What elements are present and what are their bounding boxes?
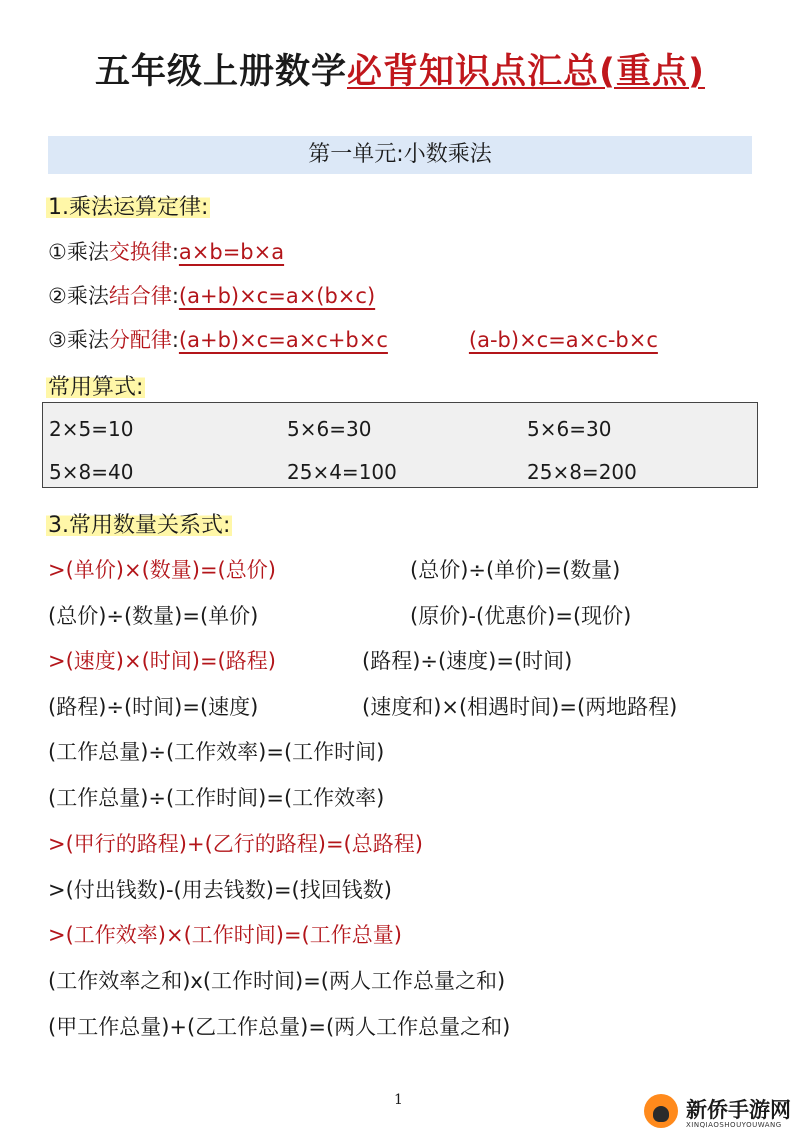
relation: (工作效率之和)x(工作时间)=(两人工作总量之和) — [48, 969, 506, 993]
law-commutative — [48, 236, 284, 266]
law-associative — [48, 280, 375, 310]
relation: (速度和)×(相遇时间)=(两地路程) — [362, 695, 678, 719]
common-cell: 25×4=100 — [287, 460, 397, 484]
law-name: 结合律 — [108, 284, 172, 308]
section3-heading — [46, 508, 232, 539]
relation: (甲工作总量)+(乙工作总量)=(两人工作总量之和) — [48, 1015, 511, 1039]
section3-heading-text: 3.常用数量关系式: — [48, 513, 231, 538]
law-formula-2: (a-b)×c=a×c-b×c — [468, 328, 658, 352]
section1-heading — [46, 190, 210, 221]
watermark-sub: XINQIAOSHOUYOUWANG — [686, 1121, 782, 1129]
law-prefix: ③乘法 — [48, 328, 109, 352]
relation: (工作总量)÷(工作效率)=(工作时间) — [48, 740, 385, 764]
law-name: 分配律 — [108, 328, 172, 352]
relation: (总价)÷(数量)=(单价) — [48, 604, 259, 628]
relation: >(单价)×(数量)=(总价) — [48, 558, 276, 582]
mascot-icon — [644, 1094, 678, 1128]
common-cell: 25×8=200 — [527, 460, 637, 484]
watermark-logo — [640, 1090, 800, 1133]
unit-heading: 第一单元:小数乘法 — [48, 136, 752, 174]
law-colon: : — [171, 328, 179, 352]
common-cell: 5×6=30 — [527, 417, 612, 441]
law-formula: (a+b)×c=a×(b×c) — [178, 284, 376, 308]
law-colon: : — [171, 240, 179, 264]
page-number: 1 — [394, 1092, 403, 1108]
law-formula: (a+b)×c=a×c+b×c — [178, 328, 388, 352]
common-cell: 5×8=40 — [49, 460, 134, 484]
relation: (路程)÷(速度)=(时间) — [362, 649, 573, 673]
common-heading — [46, 370, 145, 401]
watermark-name: 新侨手游网 — [686, 1098, 791, 1122]
relation: >(付出钱数)-(用去钱数)=(找回钱数) — [48, 878, 392, 902]
section1-heading-text: 1.乘法运算定律: — [48, 195, 209, 220]
page-title — [0, 44, 800, 94]
relation: >(甲行的路程)+(乙行的路程)=(总路程) — [48, 832, 423, 856]
common-heading-text: 常用算式: — [48, 375, 144, 400]
relation: >(速度)×(时间)=(路程) — [48, 649, 276, 673]
law-name: 交换律 — [108, 240, 172, 264]
relation: (原价)-(优惠价)=(现价) — [410, 604, 632, 628]
law-colon: : — [171, 284, 179, 308]
relation: (总价)÷(单价)=(数量) — [410, 558, 621, 582]
law-distributive — [48, 324, 658, 354]
common-formulas-box — [42, 402, 758, 488]
law-prefix: ②乘法 — [48, 284, 109, 308]
common-cell: 5×6=30 — [287, 417, 372, 441]
law-prefix: ①乘法 — [48, 240, 109, 264]
title-red: 必背知识点汇总(重点) — [347, 52, 705, 92]
law-formula: a×b=b×a — [178, 240, 285, 264]
relation: (工作总量)÷(工作时间)=(工作效率) — [48, 786, 385, 810]
relation: (路程)÷(时间)=(速度) — [48, 695, 259, 719]
title-black: 五年级上册数学 — [94, 52, 347, 92]
relation: >(工作效率)×(工作时间)=(工作总量) — [48, 923, 402, 947]
common-cell: 2×5=10 — [49, 417, 134, 441]
